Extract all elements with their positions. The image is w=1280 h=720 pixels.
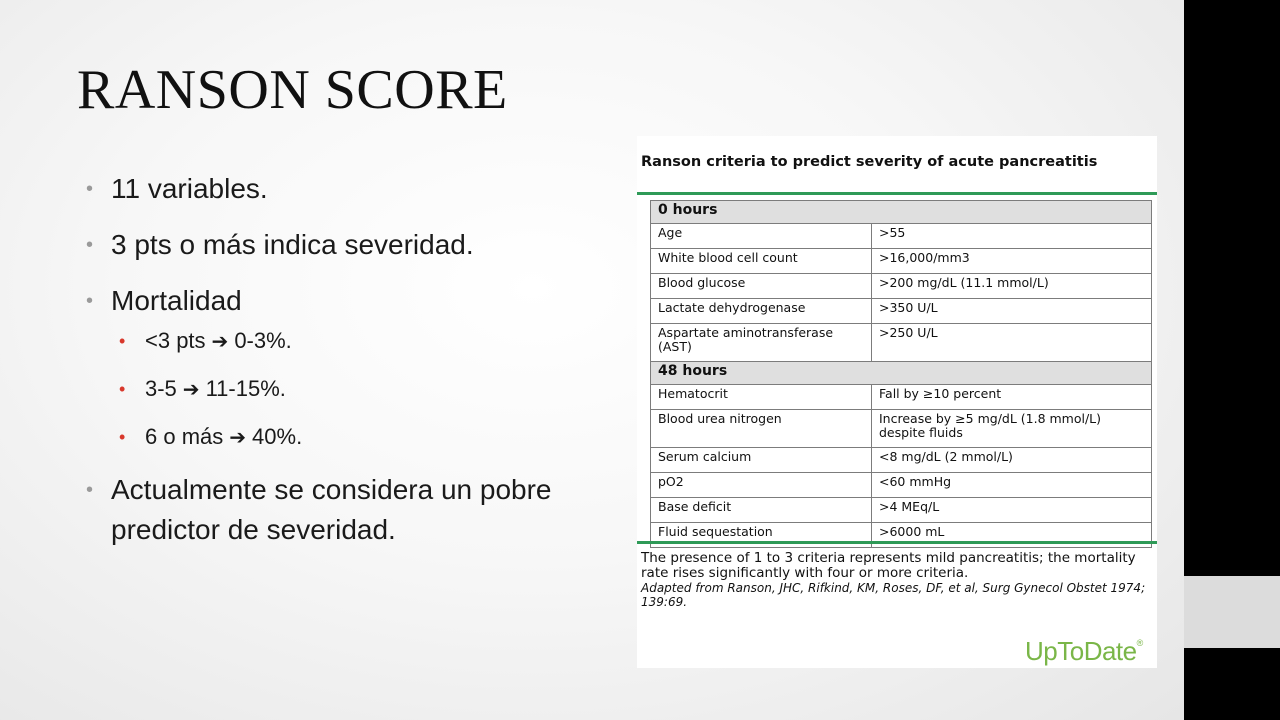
criterion-cell: Age	[651, 224, 872, 249]
footnote	[641, 551, 1151, 609]
arrow-right-icon: ➔	[211, 329, 229, 353]
criterion-cell: White blood cell count	[651, 249, 872, 274]
section-header-row	[651, 201, 1152, 224]
value-cell: >250 U/L	[872, 324, 1152, 362]
sub-bullet-from: <3 pts	[145, 328, 206, 353]
logo-text: UpToDate	[1025, 636, 1137, 666]
table-row	[651, 448, 1152, 473]
sub-bullet-to: 40%.	[252, 424, 303, 449]
value-cell: >350 U/L	[872, 299, 1152, 324]
criterion-cell: Fluid sequestation	[651, 523, 872, 548]
sub-bullet-item	[117, 374, 592, 404]
sub-bullet-from: 3-5	[145, 376, 177, 401]
section-label: 48 hours	[651, 362, 1152, 385]
bullet-item: • 3 pts o más indica severidad.	[86, 224, 586, 266]
divider	[637, 192, 1157, 195]
table-row	[651, 324, 1152, 362]
table-row	[651, 498, 1152, 523]
value-cell: Increase by ≥5 mg/dL (1.8 mmol/L) despite fluids	[872, 410, 1152, 448]
criterion-cell: Serum calcium	[651, 448, 872, 473]
criterion-cell: pO2	[651, 473, 872, 498]
sub-bullet-from: 6 o más	[145, 424, 224, 449]
footnote-text: The presence of 1 to 3 criteria represents mild pancreatitis; the mortality rate rises significantly with four or more criteria.	[641, 550, 1136, 581]
value-cell: >16,000/mm3	[872, 249, 1152, 274]
arrow-right-icon: ➔	[229, 425, 247, 449]
table-row	[651, 249, 1152, 274]
value-cell: >55	[872, 224, 1152, 249]
registered-mark: ®	[1136, 638, 1143, 648]
sub-bullet-list	[111, 326, 586, 452]
value-cell: <8 mg/dL (2 mmol/L)	[872, 448, 1152, 473]
table-row	[651, 224, 1152, 249]
criterion-cell: Aspartate aminotransferase (AST)	[651, 324, 872, 362]
criterion-cell: Hematocrit	[651, 385, 872, 410]
panel-title: Ranson criteria to predict severity of acute pancreatitis	[641, 154, 1098, 170]
uptodate-logo	[1025, 636, 1143, 667]
value-cell: >200 mg/dL (11.1 mmol/L)	[872, 274, 1152, 299]
bullet-item	[86, 280, 586, 452]
section-header-row	[651, 362, 1152, 385]
table-row	[651, 410, 1152, 448]
table-row	[651, 385, 1152, 410]
table-row	[651, 274, 1152, 299]
source-citation: Adapted from Ranson, JHC, Rifkind, KM, Roses, DF, et al, Surg Gynecol Obstet 1974; 139:69.	[641, 581, 1146, 609]
criterion-cell: Base deficit	[651, 498, 872, 523]
criteria-table	[650, 200, 1152, 548]
section-label: 0 hours	[651, 201, 1152, 224]
table-row	[651, 299, 1152, 324]
table-row	[651, 473, 1152, 498]
criterion-cell: Lactate dehydrogenase	[651, 299, 872, 324]
sub-bullet-item	[117, 422, 592, 452]
bullet-list	[86, 168, 586, 564]
value-cell: >6000 mL	[872, 523, 1152, 548]
side-band-top	[1184, 0, 1280, 576]
sub-bullet-item	[117, 326, 592, 356]
criterion-cell: Blood urea nitrogen	[651, 410, 872, 448]
bullet-label: Mortalidad	[111, 285, 242, 316]
bullet-item: • Actualmente se considera un pobre predictor de severidad.	[86, 470, 586, 550]
value-cell: >4 MEq/L	[872, 498, 1152, 523]
criterion-cell: Blood glucose	[651, 274, 872, 299]
bullet-item: • 11 variables.	[86, 168, 586, 210]
side-band-middle	[1184, 576, 1280, 648]
value-cell: Fall by ≥10 percent	[872, 385, 1152, 410]
value-cell: <60 mmHg	[872, 473, 1152, 498]
side-band-bottom	[1184, 648, 1280, 720]
sub-bullet-to: 0-3%.	[234, 328, 292, 353]
ranson-criteria-panel	[637, 136, 1157, 668]
arrow-right-icon: ➔	[182, 377, 200, 401]
divider	[637, 541, 1157, 544]
sub-bullet-to: 11-15%.	[205, 376, 286, 401]
slide-title: RANSON SCORE	[77, 59, 508, 121]
